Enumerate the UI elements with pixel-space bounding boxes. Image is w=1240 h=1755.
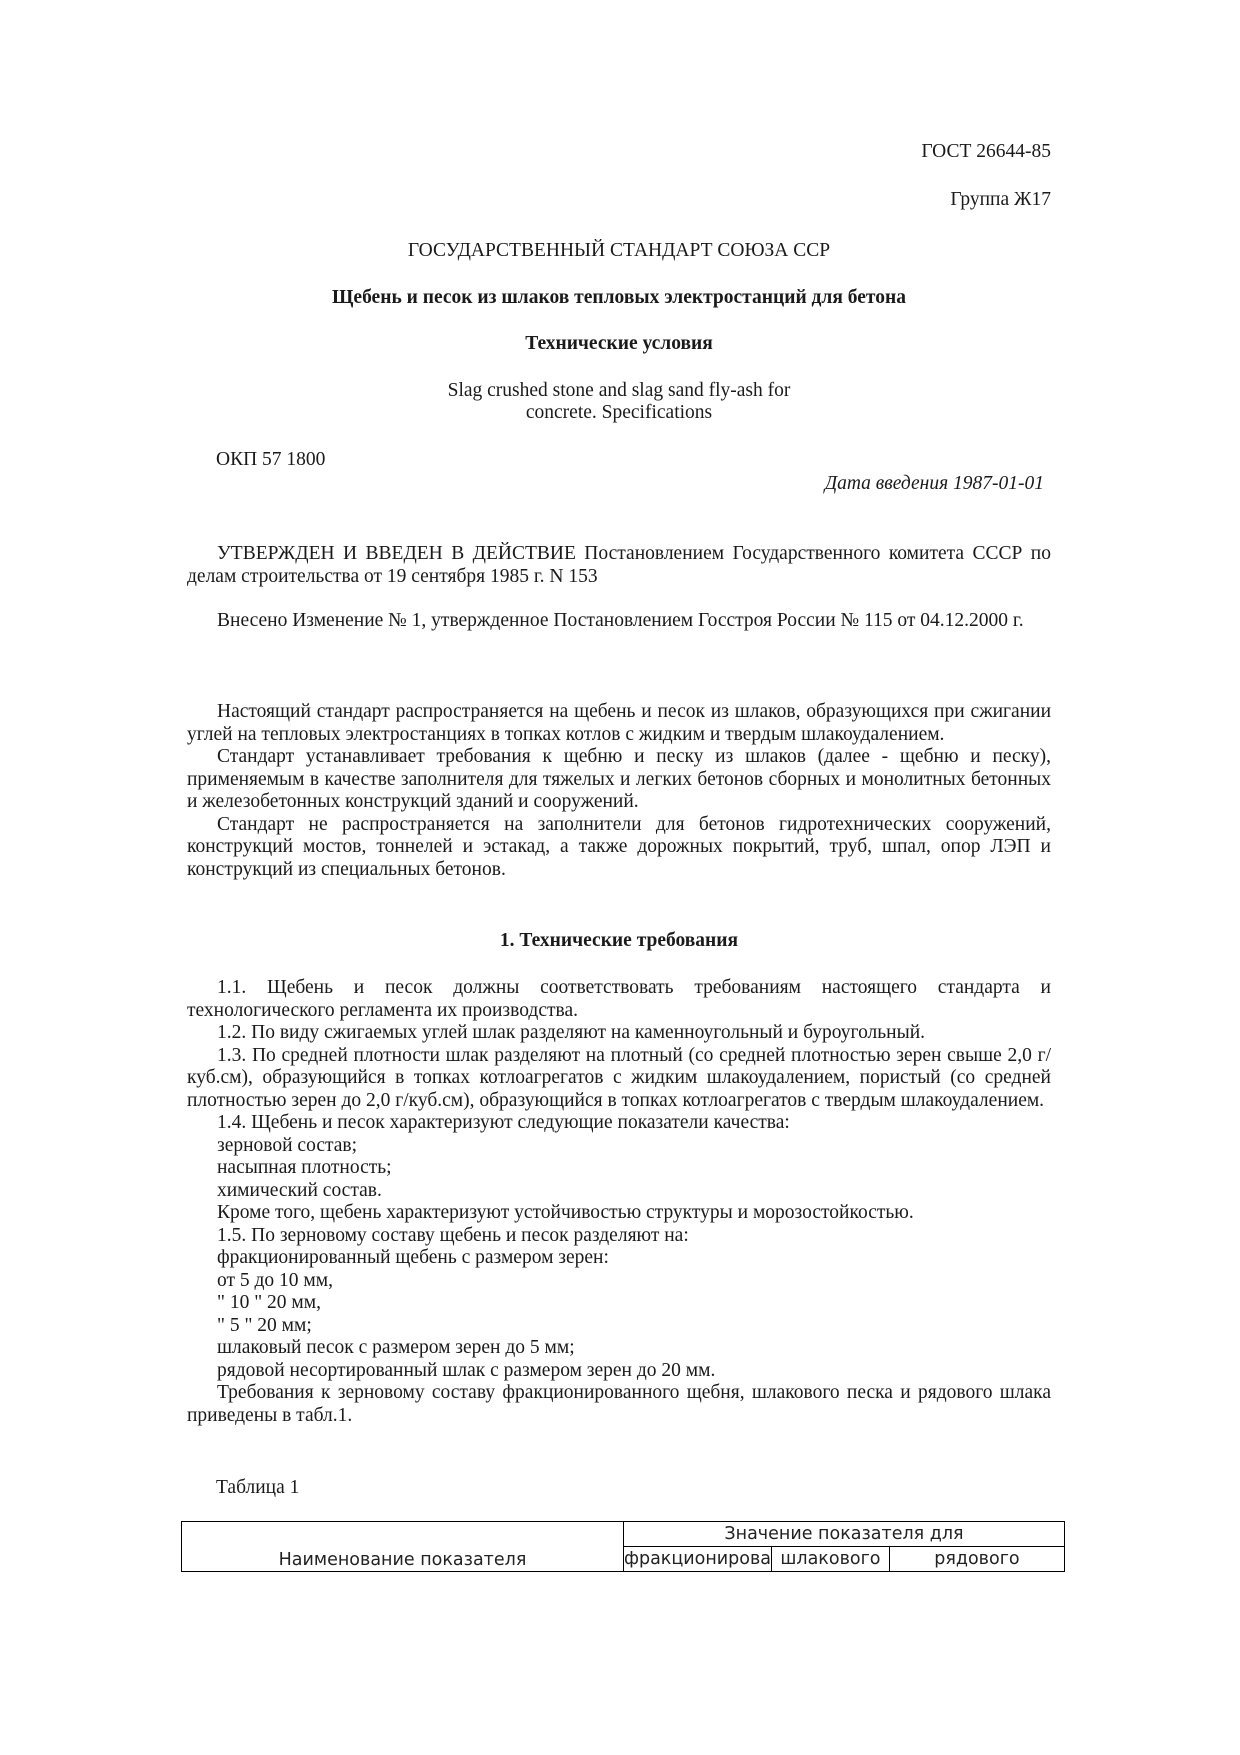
- section-heading: 1. Технические требования: [499, 930, 739, 951]
- section1-items: [187, 977, 1051, 1427]
- table-1: [181, 1521, 1065, 1572]
- list-item: насыпная плотность;: [217, 1157, 392, 1178]
- table-caption: Таблица 1: [216, 1477, 300, 1498]
- gost-number: ГОСТ 26644-85: [921, 141, 1051, 162]
- amendment-text: Внесено Изменение № 1, утвержденное Постановлением Госстроя России № 115 от 04.12.2000 г.: [217, 610, 1024, 631]
- introduction-date: Дата введения 1987-01-01: [824, 473, 1044, 494]
- clause: 1.4. Щебень и песок характеризуют следующие показатели качества:: [217, 1112, 790, 1133]
- document-title: Щебень и песок из шлаков тепловых электростанций для бетона: [332, 287, 906, 308]
- clause: 1.5. По зерновому составу щебень и песок разделяют на:: [217, 1224, 689, 1246]
- state-standard-title: ГОСУДАРСТВЕННЫЙ СТАНДАРТ СОЮЗА ССР: [407, 240, 831, 261]
- list-item: " 5 " 20 мм;: [217, 1314, 312, 1336]
- list-item: шлаковый песок с размером зерен до 5 мм;: [217, 1337, 575, 1358]
- list-item: Кроме того, щебень характеризуют устойчивостью структуры и морозостойкостью.: [217, 1202, 914, 1223]
- okp-code: ОКП 57 1800: [216, 449, 326, 470]
- table-subheader: фракционирова: [624, 1547, 772, 1572]
- clause: Требования к зерновому составу фракционированного щебня, шлакового песка и рядового шлака приведены в табл.1.: [187, 1382, 1051, 1426]
- list-item: химический состав.: [217, 1179, 382, 1201]
- intro-section: [187, 701, 1051, 881]
- intro-paragraph: Настоящий стандарт распространяется на щебень и песок из шлаков, образующихся при сжигании углей на тепловых электростанциях в топках котлов с жидким и твердым шлакоудалением.: [187, 701, 1051, 745]
- english-title-line1: Slag crushed stone and slag sand fly-ash for: [447, 380, 791, 401]
- approval-paragraph: [187, 543, 1051, 588]
- group-code: Группа Ж17: [950, 189, 1051, 210]
- table-subheader: шлакового: [772, 1547, 890, 1572]
- table-subheader: рядового: [889, 1547, 1064, 1572]
- approval-text: УТВЕРЖДЕН И ВВЕДЕН В ДЕЙСТВИЕ Постановлением Государственного комитета СССР по делам строительства от 19 сентября 1985 г. N 153: [187, 543, 1051, 587]
- table-header-name: Наименование показателя: [182, 1522, 624, 1572]
- clause: 1.2. По виду сжигаемых углей шлак разделяют на каменноугольный и буроугольный.: [217, 1022, 926, 1043]
- amendment-paragraph: [187, 610, 1051, 633]
- clause: 1.3. По средней плотности шлак разделяют на плотный (со средней плотностью зерен свыше 2,0 г/куб.см), образующийся в топках котлоагрегатов с жидким шлакоудалением, пористый (со средней плотностью зерен до 2,0 г/куб.см), образующийся в топках котлоагрегатов с твердым шлакоудалением.: [187, 1044, 1051, 1111]
- english-title-line2: concrete. Specifications: [525, 402, 713, 423]
- intro-paragraph: Стандарт устанавливает требования к щебню и песку из шлаков (далее - щебню и песку), применяемым в качестве заполнителя для тяжелых и легких бетонов сборных и монолитных бетонных и железобетонных конструкций зданий и сооружений.: [187, 746, 1051, 812]
- list-item: фракционированный щебень с размером зерен:: [217, 1247, 609, 1268]
- document-subtitle: Технические условия: [525, 333, 713, 354]
- list-item: зерновой состав;: [217, 1134, 358, 1156]
- list-item: рядовой несортированный шлак с размером зерен до 20 мм.: [217, 1359, 716, 1381]
- clause: 1.1. Щебень и песок должны соответствовать требованиям настоящего стандарта и технологического регламента их производства.: [187, 977, 1051, 1021]
- list-item: от 5 до 10 мм,: [217, 1269, 333, 1291]
- table-header-group: Значение показателя для: [624, 1522, 1065, 1547]
- list-item: " 10 " 20 мм,: [217, 1292, 321, 1313]
- intro-paragraph: Стандарт не распространяется на заполнители для бетонов гидротехнических сооружений, конструкций мостов, тоннелей и эстакад, а также дорожных покрытий, труб, шпал, опор ЛЭП и конструкций из специальных бетонов.: [187, 813, 1051, 880]
